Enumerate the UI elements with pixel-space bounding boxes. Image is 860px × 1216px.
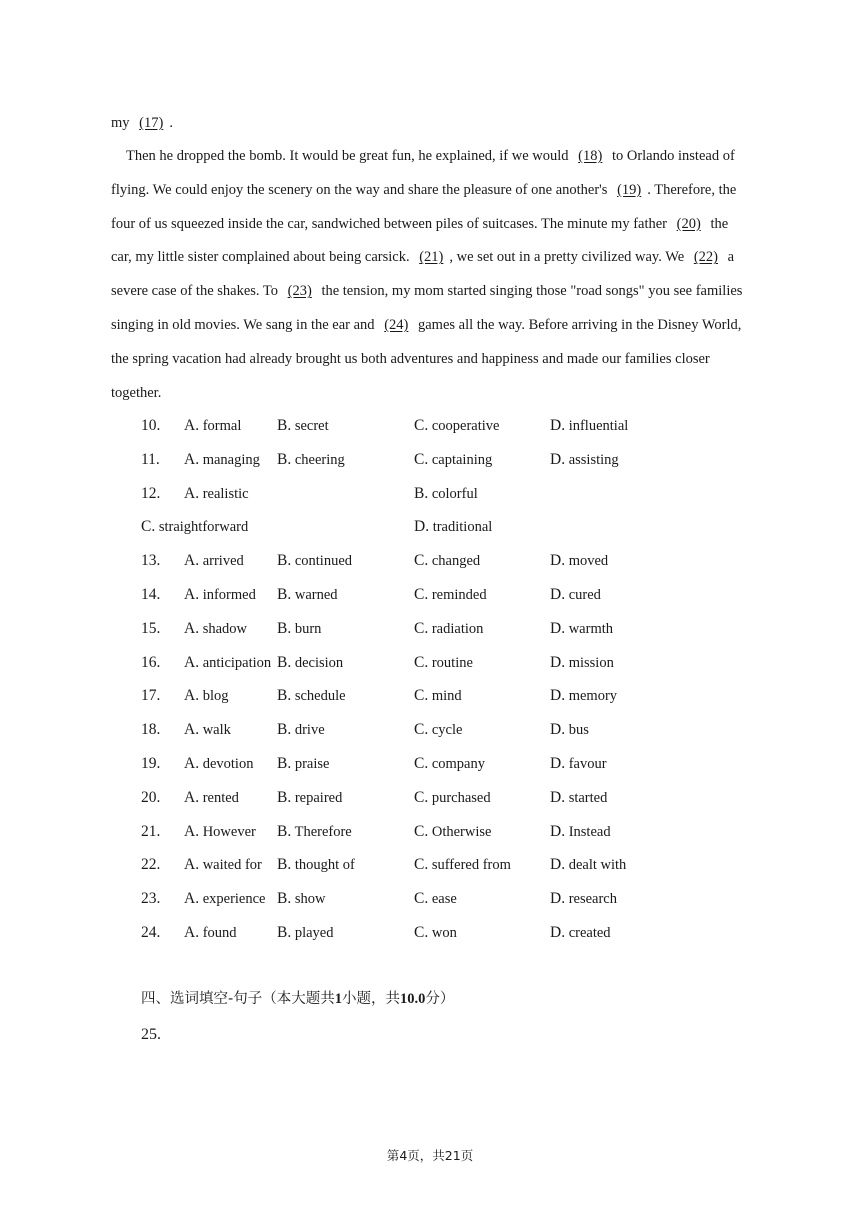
option-letter: C. (414, 653, 429, 671)
option-letter: A. (184, 822, 200, 840)
option-text: realistic (202, 485, 249, 502)
option-letter: A. (184, 923, 200, 941)
option-a (184, 612, 247, 647)
option-letter: C. (414, 619, 429, 637)
option-text: arrived (202, 553, 244, 570)
footer-text: 第 (386, 1148, 400, 1163)
option-letter: A. (184, 585, 200, 603)
option-text: anticipation (202, 654, 272, 671)
option-letter: A. (184, 450, 200, 468)
option-text: informed (202, 586, 256, 603)
question-row (141, 578, 761, 612)
option-text: purchased (431, 789, 491, 806)
option-b (277, 646, 343, 681)
option-letter: D. (550, 822, 566, 840)
option-d (550, 646, 614, 681)
option-letter: A. (184, 721, 200, 739)
option-letter: A. (184, 484, 200, 502)
option-letter: A. (184, 754, 200, 772)
option-a (184, 646, 271, 681)
option-d (550, 443, 619, 478)
option-a (184, 544, 244, 579)
option-letter: A. (184, 856, 200, 874)
option-letter: A. (184, 788, 200, 806)
option-d (550, 578, 601, 613)
question-number: 10. (141, 417, 161, 434)
option-letter: B. (277, 450, 292, 468)
option-letter: C. (414, 890, 429, 908)
question-number: 21. (141, 822, 161, 840)
option-text: warmth (568, 620, 613, 637)
option-text: However (202, 823, 256, 840)
section-question-count: 1 (334, 991, 342, 1007)
option-letter: B. (277, 822, 292, 840)
option-d (550, 916, 611, 951)
option-c (414, 882, 457, 917)
question-number: 24. (141, 923, 161, 941)
option-c (414, 747, 485, 782)
option-letter: C. (414, 687, 429, 705)
option-text: started (568, 789, 608, 806)
option-d (550, 848, 626, 883)
section-heading (141, 985, 454, 1013)
option-text: drive (294, 722, 325, 739)
option-text: traditional (432, 519, 493, 536)
option-b (277, 544, 352, 579)
blank-24: (24) (384, 316, 409, 333)
question-number: 17. (141, 687, 161, 705)
option-text: won (431, 924, 457, 941)
option-letter: B. (277, 585, 292, 603)
option-text: changed (431, 553, 481, 570)
option-letter: C. (414, 721, 429, 739)
question-row (141, 848, 761, 882)
option-letter: A. (184, 653, 200, 671)
option-letter: B. (277, 417, 292, 434)
option-letter: B. (277, 552, 292, 570)
option-c (414, 612, 483, 647)
question-row (141, 612, 761, 646)
passage-text: a severe case of the shakes. To (111, 249, 735, 300)
option-text: colorful (431, 485, 478, 502)
option-text: continued (294, 553, 353, 570)
option-letter: D. (550, 619, 566, 637)
question-row-continued (141, 510, 761, 544)
option-a (184, 679, 228, 714)
option-b (277, 815, 352, 850)
option-text: schedule (294, 688, 346, 705)
option-c (414, 848, 511, 883)
option-text: show (294, 891, 326, 908)
option-text: blog (202, 688, 229, 705)
option-text: played (294, 924, 334, 941)
option-letter: A. (184, 552, 200, 570)
option-letter: D. (550, 417, 566, 434)
passage-text: , we set out in a pretty civilized way. We (449, 249, 688, 266)
option-text: assisting (568, 451, 619, 468)
answer-options-list (141, 409, 761, 950)
option-letter: C. (414, 822, 429, 840)
option-text: dealt with (568, 857, 627, 874)
option-letter: D. (414, 518, 430, 536)
option-letter: A. (184, 890, 200, 908)
option-d (550, 679, 617, 714)
option-text: memory (568, 688, 618, 705)
option-c (414, 916, 457, 951)
option-text: cooperative (431, 418, 500, 434)
option-text: walk (202, 722, 231, 739)
option-letter: D. (550, 890, 566, 908)
section-heading-text: 小题，共 (341, 991, 400, 1007)
question-row (141, 544, 761, 578)
option-letter: B. (277, 788, 292, 806)
question-row (141, 916, 761, 950)
footer-text: 页，共 (407, 1148, 445, 1163)
option-b (277, 781, 342, 816)
question-row (141, 409, 761, 443)
option-d (414, 510, 492, 545)
question-row (141, 443, 761, 477)
option-a (184, 409, 241, 444)
question-row (141, 815, 761, 849)
option-c (414, 578, 487, 613)
option-text: managing (202, 451, 260, 468)
option-b (277, 747, 329, 782)
option-b (277, 916, 334, 951)
question-number: 13. (141, 552, 161, 570)
question-row (141, 882, 761, 916)
option-d (550, 409, 628, 444)
option-c (414, 409, 499, 444)
footer-page-number: 4 (399, 1148, 408, 1163)
option-d (550, 612, 613, 647)
option-text: rented (202, 789, 239, 806)
option-letter: B. (277, 721, 292, 739)
option-a (184, 578, 256, 613)
option-text: straightforward (158, 519, 249, 536)
option-text: Otherwise (431, 823, 492, 840)
option-text: created (568, 924, 611, 941)
option-b (414, 477, 478, 512)
option-text: cycle (431, 722, 463, 739)
option-text: Instead (568, 823, 611, 840)
option-letter: D. (550, 721, 566, 739)
option-text: found (202, 924, 237, 941)
option-b (277, 612, 321, 647)
option-text: ease (431, 891, 457, 908)
blank-21: (21) (419, 249, 444, 266)
option-a (184, 747, 253, 782)
option-b (277, 882, 325, 917)
option-a (184, 882, 266, 917)
question-number: 15. (141, 619, 161, 637)
option-letter: D. (550, 585, 566, 603)
option-text: Therefore (294, 823, 352, 840)
option-letter: B. (277, 890, 292, 908)
option-letter: D. (550, 754, 566, 772)
option-letter: D. (550, 450, 566, 468)
question-number: 23. (141, 890, 161, 908)
passage-paragraph (111, 140, 751, 410)
option-text: radiation (431, 620, 484, 637)
option-text: research (568, 891, 617, 908)
option-text: praise (294, 755, 330, 772)
option-letter: D. (550, 552, 566, 570)
option-text: devotion (202, 755, 254, 772)
option-letter: D. (550, 653, 566, 671)
passage-text: the car, my little sister complained about being carsick. (111, 215, 729, 266)
question-number: 19. (141, 754, 161, 772)
option-letter: C. (414, 417, 429, 434)
option-b (277, 578, 338, 613)
option-b (277, 848, 355, 883)
section-heading-text: 分） (425, 991, 455, 1007)
option-text: bus (568, 722, 589, 739)
option-text: waited for (202, 857, 262, 874)
option-letter: C. (414, 754, 429, 772)
section-score: 10.0 (399, 991, 426, 1007)
option-c (414, 713, 462, 748)
option-c (414, 646, 473, 681)
option-text: warned (294, 586, 338, 603)
option-letter: C. (414, 923, 429, 941)
option-b (277, 713, 325, 748)
option-a (184, 815, 256, 850)
footer-text: 页 (460, 1148, 474, 1163)
question-number-25: 25. (141, 1026, 161, 1043)
option-text: burn (294, 620, 322, 637)
passage-line-top (111, 107, 751, 141)
option-letter: B. (277, 619, 292, 637)
option-c (414, 443, 492, 478)
page-footer (0, 1146, 860, 1164)
option-a (184, 848, 262, 883)
passage-text: my (111, 115, 130, 131)
question-row (141, 679, 761, 713)
option-text: experience (202, 891, 266, 908)
question-row (141, 713, 761, 747)
option-letter: C. (414, 856, 429, 874)
option-letter: B. (277, 687, 292, 705)
option-text: company (431, 755, 485, 772)
question-number: 22. (141, 856, 161, 874)
footer-total-pages: 21 (444, 1148, 461, 1163)
option-letter: B. (277, 856, 292, 874)
question-row (141, 477, 761, 511)
option-letter: D. (550, 856, 566, 874)
blank-22: (22) (693, 249, 718, 266)
option-letter: D. (550, 923, 566, 941)
option-c (414, 544, 480, 579)
passage-text: the tension, my mom started singing those "road songs" you see families singing in old movies. We sang in the ear and (111, 283, 743, 333)
option-a (184, 443, 260, 478)
option-letter: D. (550, 788, 566, 806)
option-text: moved (568, 553, 609, 570)
blank-17: (17) (139, 115, 164, 131)
option-d (550, 544, 608, 579)
blank-19: (19) (617, 181, 642, 198)
option-letter: B. (277, 923, 292, 941)
option-text: secret (294, 418, 329, 434)
passage-text: Then he dropped the bomb. It would be great fun, he explained, if we would (126, 148, 573, 164)
option-c (414, 815, 491, 850)
option-d (550, 882, 617, 917)
question-row (141, 747, 761, 781)
option-text: cheering (294, 451, 345, 468)
question-row (141, 781, 761, 815)
paragraph-indent (111, 148, 126, 164)
option-letter: B. (414, 484, 429, 502)
question-number: 20. (141, 788, 161, 806)
option-b (277, 443, 345, 478)
question-number: 11. (141, 450, 160, 468)
option-letter: B. (277, 653, 292, 671)
option-text: mission (568, 654, 614, 671)
question-number: 18. (141, 721, 161, 739)
option-c (141, 510, 248, 545)
blank-18: (18) (578, 148, 603, 164)
option-text: formal (202, 418, 242, 434)
option-letter: D. (550, 687, 566, 705)
option-a (184, 916, 237, 951)
option-text: favour (568, 755, 607, 772)
passage-text: . Therefore, the four of us squeezed inside the car, sandwiched between piles of suitcases. The minute my father (111, 181, 737, 232)
passage-text: to Orlando instead of flying. We could enjoy the scenery on the way and share the pleasure of one another's (111, 148, 735, 198)
option-d (550, 815, 611, 850)
option-text: mind (431, 688, 462, 705)
option-letter: C. (414, 450, 429, 468)
option-text: thought of (294, 857, 355, 874)
option-d (550, 747, 607, 782)
option-b (277, 679, 346, 714)
section-heading-text: 四、选词填空-句子（本大题共 (141, 991, 335, 1007)
question-number: 16. (141, 653, 161, 671)
option-d (550, 781, 607, 816)
option-text: decision (294, 654, 344, 671)
option-letter: B. (277, 754, 292, 772)
option-text: routine (431, 654, 473, 671)
blank-23: (23) (287, 283, 312, 300)
option-text: captaining (431, 451, 493, 468)
passage-text: games all the way. Before arriving in the Disney World, the spring vacation had already brought us both adventures and happiness and made our families closer together. (111, 316, 742, 401)
option-text: repaired (294, 789, 343, 806)
option-letter: A. (184, 417, 200, 434)
question-number: 12. (141, 484, 161, 502)
option-letter: C. (414, 552, 429, 570)
option-letter: A. (184, 687, 200, 705)
option-letter: A. (184, 619, 200, 637)
option-text: suffered from (431, 857, 511, 874)
option-a (184, 713, 231, 748)
option-a (184, 781, 239, 816)
option-c (414, 781, 491, 816)
option-letter: C. (414, 585, 429, 603)
option-c (414, 679, 462, 714)
option-text: reminded (431, 586, 487, 603)
blank-20: (20) (676, 215, 701, 232)
option-text: influential (568, 418, 629, 434)
option-letter: C. (414, 788, 429, 806)
question-number: 14. (141, 585, 161, 603)
question-row (141, 646, 761, 680)
option-d (550, 713, 589, 748)
option-letter: C. (141, 518, 156, 536)
passage-text: . (169, 115, 173, 131)
option-text: shadow (202, 620, 248, 637)
option-a (184, 477, 249, 512)
option-text: cured (568, 586, 601, 603)
option-b (277, 409, 329, 444)
